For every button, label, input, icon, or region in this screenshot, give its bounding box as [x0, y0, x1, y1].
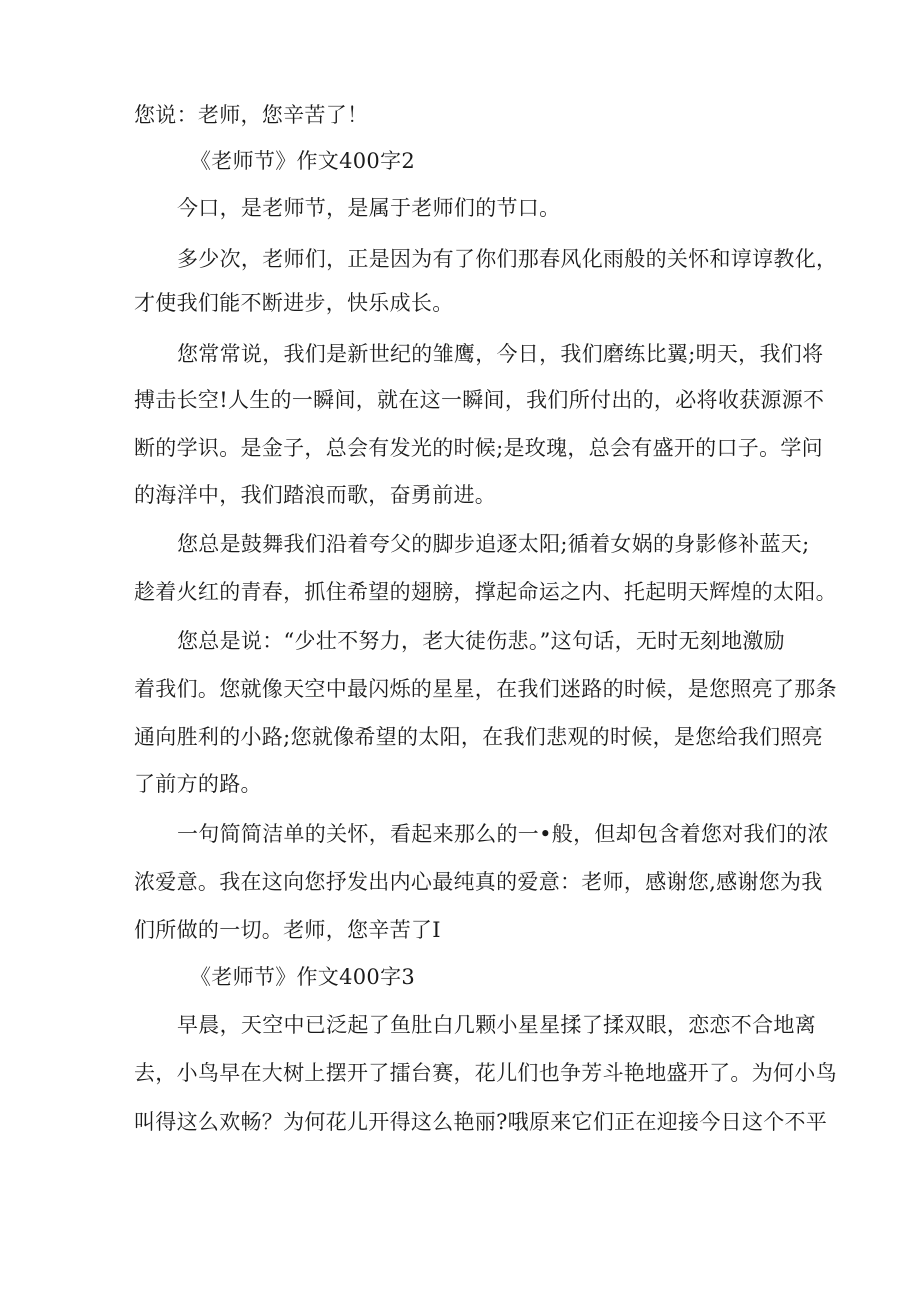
text-line: 了前方的路。	[134, 772, 262, 796]
text-line: 叫得这么欢畅？为何花儿开得这么艳丽?哦原来它们正在迎接今日这个不平	[134, 1110, 828, 1134]
text-line: 们所做的一切。老师，您辛苦了I	[134, 918, 441, 942]
text-line: 您说：老师，您辛苦了！	[134, 103, 369, 127]
paragraph-first-line: 一句简简洁单的关怀，看起来那么的一•般，但却包含着您对我们的浓	[177, 822, 829, 846]
text-line: 着我们。您就像天空中最闪烁的星星，在我们迷路的时候，是您照亮了那条	[134, 677, 837, 701]
text-line: 通向胜利的小路;您就像希望的太阳，在我们悲观的时候，是您给我们照亮	[134, 725, 823, 749]
text-line: 趁着火红的青春，抓住希望的翅膀，撑起命运之内、托起明天辉煌的太阳。	[134, 580, 837, 604]
paragraph-first-line: 您常常说，我们是新世纪的雏鹰，今日，我们磨练比翼;明天，我们将	[177, 342, 824, 366]
text-line: 去，小鸟早在大树上摆开了擂台赛，花儿们也争芳斗艳地盛开了。为何小鸟	[134, 1061, 837, 1085]
text-line: 断的学识。是金子，总会有发光的时候;是玫瑰，总会有盛开的口子。学问	[134, 436, 823, 460]
text-line: 搏击长空!人生的一瞬间，就在这一瞬间，我们所付出的，必将收获源源不	[134, 388, 825, 412]
essay-heading: 《老师节》作文400字3	[190, 965, 416, 989]
paragraph-first-line: 多少次，老师们，正是因为有了你们那春风化雨般的关怀和谆谆教化，	[177, 247, 838, 271]
paragraph-first-line: 您总是说：“少壮不努力，老大徒伤悲。”这句话，无时无刻地激励	[177, 629, 785, 653]
text-line: 才使我们能不断进步，快乐成长。	[134, 291, 454, 315]
paragraph-first-line: 早晨，天空中已泛起了鱼肚白几颗小星星揉了揉双眼，恋恋不合地离	[177, 1013, 816, 1037]
text-line: 浓爱意。我在这向您抒发出内心最纯真的爱意：老师，感谢您,感谢您为我	[134, 870, 823, 894]
essay-heading: 《老师节》作文400字2	[190, 149, 416, 173]
paragraph-first-line: 您总是鼓舞我们沿着夸父的脚步追逐太阳;循着女娲的身影修补蓝天;	[177, 532, 810, 556]
paragraph-first-line: 今口，是老师节，是属于老师们的节口。	[177, 196, 561, 220]
text-line: 的海洋中，我们踏浪而歌，奋勇前进。	[134, 483, 497, 507]
